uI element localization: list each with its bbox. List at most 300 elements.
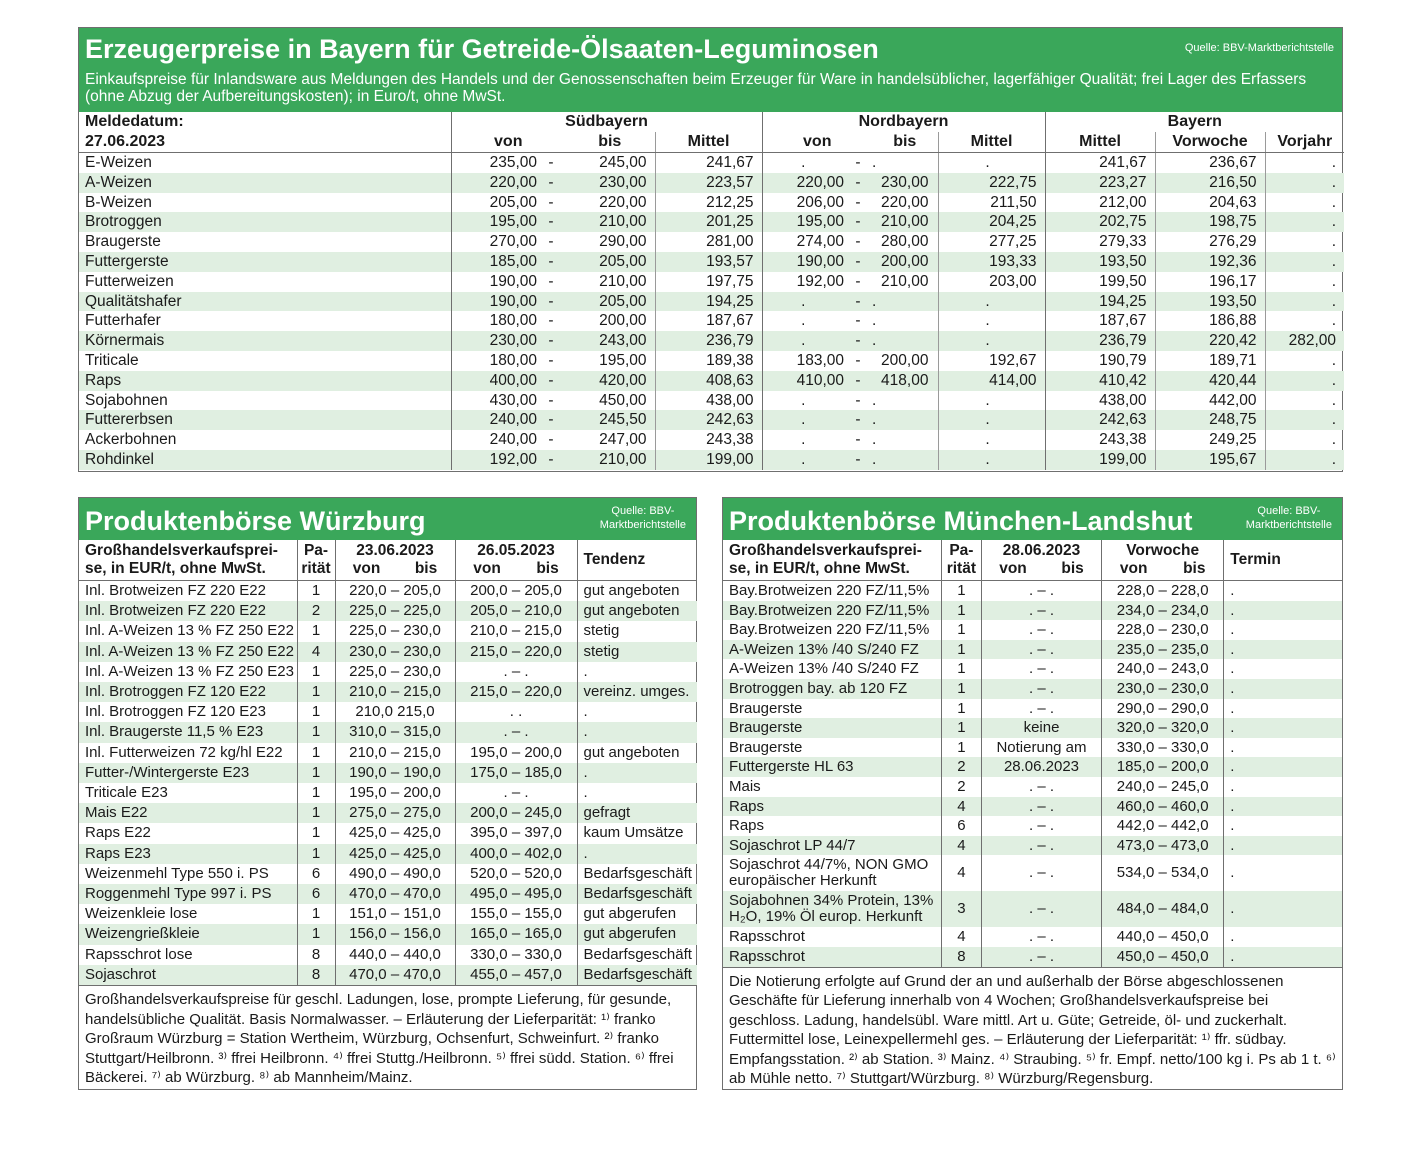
col-product-line-1: Großhandelsverkaufsprei- [729,542,922,559]
nord-von: . [762,292,844,312]
bayern-vorwoche: 216,50 [1155,173,1265,193]
bayern-vorwoche: 198,75 [1155,212,1265,232]
nord-von: 190,00 [762,252,844,272]
price-range-vorwoche: 320,0 – 320,0 [1102,718,1224,738]
sued-von: 220,00 [451,173,537,193]
header-row [79,540,697,581]
sued-von: 235,00 [451,153,537,173]
source-note: Quelle: BBV-Marktberichtstelle [1184,42,1334,54]
nord-bis: 220,00 [881,193,929,211]
nord-von: 220,00 [762,173,844,193]
sued-mittel: 189,38 [655,351,762,371]
table-row [723,836,1342,856]
product-name: Braugerste [723,718,941,738]
sued-bis: 450,00 [599,391,647,409]
table-row [79,702,697,722]
col-paritaet [941,540,981,581]
table-row [723,757,1342,777]
table-row [723,947,1342,967]
sued-mittel: 281,00 [655,232,762,252]
product-name: Brotroggen bay. ab 120 FZ [723,679,941,699]
col-product-line-1: Großhandelsverkaufsprei- [85,542,278,559]
col-mittel: Mittel [1045,132,1155,153]
table-row [79,662,697,682]
price-range-vorwoche: 234,0 – 234,0 [1102,601,1224,621]
price-range-current: 470,0 – 470,0 [335,965,455,985]
range-dash: - [537,371,565,391]
price-range-previous: 495,0 – 495,0 [455,884,577,904]
nord-von: . [762,311,844,331]
range-dash: - [844,252,872,272]
von-bis [456,560,577,578]
sued-bis: 210,00 [565,450,655,470]
paritaet: 1 [941,601,981,621]
table-row [79,682,697,702]
nord-mittel: 193,33 [938,252,1045,272]
product-name: Inl. Brotweizen FZ 220 E22 [79,601,297,621]
price-range-previous: 330,0 – 330,0 [455,945,577,965]
price-range-current: . – . [981,640,1101,660]
sued-von: 230,00 [451,331,537,351]
paritaet: 1 [297,763,335,783]
col-product-line-2: se, in EUR/t, ohne MwSt. [85,560,266,577]
price-range-current: . – . [981,601,1101,621]
bayern-vorwoche: 420,44 [1155,371,1265,391]
price-range-current: . – . [981,797,1101,817]
col-tendenz: Tendenz [577,540,697,581]
price-row [79,410,1344,430]
paritaet: 1 [297,621,335,641]
paritaet: 1 [297,803,335,823]
bayern-mittel: 223,27 [1045,173,1155,193]
bayern-mittel: 241,67 [1045,153,1155,173]
range-dash: - [855,193,861,211]
nord-bis: . [872,431,877,449]
tendenz: . [577,783,697,803]
product-name: Braugerste [729,738,803,756]
col-paritaet-line-1: Pa- [303,542,329,559]
lieferparitaet-note: Großhandelsverkaufspreise für geschl. Ladungen, lose, prompte Lieferung, für gesunde, handelsübliche Qualität. Basis Normalwasser. – Erläuterung der Lieferparität: ¹⁾ franko Großraum Würzburg = Station Wertheim, Würzburg, Ochsenfurt, Schweinfurt. ²⁾ franko Stuttgart/Heilbronn. ³⁾ ffrei Heilbronn. ⁴⁾ ffrei Stuttg./Heilbronn. ⁵⁾ ffrei südd. Station. ⁶⁾ ffrei Bäckerei. ⁷⁾ ab Würzburg. ⁸⁾ ab Mannheim/Mainz. [79,985,696,1092]
table-row [723,718,1342,738]
termin: . [1224,757,1342,777]
table-row [723,855,1342,891]
price-range-current: . – . [981,947,1101,967]
price-range-previous: 400,0 – 402,0 [455,844,577,864]
nord-mittel: . [938,311,1045,331]
col-termin: Termin [1224,540,1342,581]
bis-label: bis [1061,560,1084,577]
price-range-current: . – . [981,891,1101,927]
price-range-vorwoche: 240,0 – 243,0 [1102,659,1224,679]
nord-mittel: . [938,450,1045,470]
price-range-current: 210,0 215,0 [335,702,455,722]
panel-subtitle: Einkaufspreise für Inlandsware aus Meldungen des Handels und der Genossenschaften beim Erzeuger für Ware in handelsüblicher, lagerfähiger Qualität; frei Lager des Erfassers (ohne Abzug der Aufbereitungskosten); in Euro/t, ohne MwSt. [85,71,1307,105]
price-range-current: . – . [981,581,1101,601]
col-vorwoche [1102,540,1224,581]
bayern-mittel: 242,63 [1045,410,1155,430]
termin: . [1224,927,1342,947]
product-name: Weizenmehl Type 550 i. PS [85,864,269,882]
tendenz: stetig [577,642,697,662]
tendenz: . [577,763,697,783]
bayern-vorwoche: 192,36 [1155,252,1265,272]
sued-mittel: 438,00 [655,391,762,411]
price-range-vorwoche: 228,0 – 228,0 [1102,581,1224,601]
range-dash: - [855,312,861,330]
range-dash: - [855,431,861,449]
nord-von: 183,00 [762,351,844,371]
paritaet: 1 [941,581,981,601]
bayern-vorjahr: . [1265,193,1344,213]
sued-bis: 420,00 [565,371,655,391]
nord-von: . [762,391,844,411]
product-name: Mais [729,777,761,795]
sued-von: 205,00 [451,193,537,213]
price-range-previous: 175,0 – 185,0 [455,763,577,783]
product-name: A-Weizen [79,173,451,193]
erzeugerpreise-panel [78,27,1343,472]
bayern-vorwoche: 195,67 [1155,450,1265,470]
product-name: Bay.Brotweizen 220 FZ/11,5% [729,621,930,639]
col-product [723,540,941,581]
price-row [79,371,1344,391]
nord-mittel: . [938,153,1045,173]
price-range-current: 275,0 – 275,0 [335,803,455,823]
table-row [79,722,697,742]
product-name: Raps [79,371,451,391]
nord-von: 206,00 [762,193,844,213]
price-range-current: 470,0 – 470,0 [335,884,455,904]
tendenz: Bedarfsgeschäft [577,965,697,985]
price-range-current: 225,0 – 225,0 [335,601,455,621]
price-range-current: keine [981,718,1101,738]
bayern-vorjahr: . [1265,410,1344,430]
nord-mittel: . [938,292,1045,312]
price-range-current: 156,0 – 156,0 [335,924,455,944]
product-name: Inl. Futterweizen 72 kg/hl E22 [85,743,283,761]
col-date-1 [981,540,1101,581]
product-name: Ackerbohnen [85,431,177,449]
bis-label: bis [414,560,438,577]
table-row [79,803,697,823]
paritaet: 1 [297,682,335,702]
nord-bis: 230,00 [872,173,938,193]
product-name: Inl. Braugerste 11,5 % E23 [79,722,297,742]
paritaet: 8 [297,965,335,985]
sued-von: 190,00 [451,272,537,292]
meldedatum-label: Meldedatum: [85,113,184,131]
price-range-current: 210,0 – 215,0 [335,743,455,763]
nord-bis: . [872,312,877,330]
range-dash: - [537,173,565,193]
paritaet: 1 [297,722,335,742]
product-name: Sojaschrot LP 44/7 [723,836,941,856]
price-range-previous: 520,0 – 520,0 [455,864,577,884]
sued-mittel: 193,57 [655,252,762,272]
paritaet: 2 [297,601,335,621]
sued-mittel: 199,00 [655,450,762,470]
product-name: B-Weizen [85,193,152,211]
termin: . [1224,891,1342,927]
product-name: Triticale E23 [85,784,168,802]
panel-title: Produktenbörse München-Landshut [729,506,1193,536]
nord-mittel: 222,75 [938,173,1045,193]
nord-mittel: 414,00 [938,371,1045,391]
product-name: Inl. Brotweizen FZ 220 E22 [85,582,266,599]
price-range-previous: 155,0 – 155,0 [455,904,577,924]
table-row [79,783,697,803]
product-name: Futterhafer [85,312,161,330]
termin: . [1224,679,1342,699]
product-name: Raps E22 [85,824,151,842]
price-range-current: 425,0 – 425,0 [335,823,455,843]
range-dash: - [844,331,872,351]
muenchen-table [723,540,1342,967]
termin: . [1224,640,1342,660]
price-range-vorwoche: 290,0 – 290,0 [1102,699,1224,719]
range-dash: - [548,312,554,330]
bayern-vorjahr: . [1265,272,1344,292]
sued-bis: 245,00 [599,154,647,171]
sued-bis: 210,00 [565,212,655,232]
nord-von: 410,00 [762,371,844,391]
range-dash: - [548,431,554,449]
tendenz: . [577,702,697,722]
price-range-current: 440,0 – 440,0 [335,945,455,965]
price-range-previous: 195,0 – 200,0 [455,743,577,763]
price-range-previous: 210,0 – 215,0 [455,621,577,641]
range-dash: - [844,450,872,470]
table-row [723,581,1342,601]
source-line-2: Marktberichtstelle [1245,519,1332,531]
header-row-1 [79,112,1344,132]
bayern-mittel: 438,00 [1045,391,1155,411]
table-row [723,891,1342,927]
date-2: 26.05.2023 [477,542,555,559]
nord-mittel: . [938,331,1045,351]
table-row [723,927,1342,947]
bayern-vorwoche: 189,71 [1155,351,1265,371]
col-paritaet [297,540,335,581]
product-name: Weizenkleie lose [85,905,198,923]
bayern-vorjahr: . [1265,430,1344,450]
price-range-current: . – . [981,927,1101,947]
date-1: 28.06.2023 [1002,542,1081,559]
price-range-previous: 165,0 – 165,0 [455,924,577,944]
paritaet: 8 [941,947,981,967]
bayern-mittel: 243,38 [1045,430,1155,450]
range-dash: - [537,450,565,470]
tendenz: Bedarfsgeschäft [577,945,697,965]
sued-von: 195,00 [451,212,537,232]
paritaet: 6 [297,884,335,904]
sued-mittel: 212,25 [655,193,762,213]
nord-bis: . [872,331,938,351]
product-name: Brotroggen [79,212,451,232]
price-range-vorwoche: 473,0 – 473,0 [1102,836,1224,856]
price-range-vorwoche: 534,0 – 534,0 [1102,855,1224,891]
table-row [79,924,697,944]
price-range-current: 490,0 – 490,0 [335,864,455,884]
tendenz: . [577,844,697,864]
bayern-vorjahr: . [1265,450,1344,470]
price-range-current: . – . [981,855,1101,891]
sued-bis: 195,00 [599,351,647,369]
source-line-1: Quelle: BBV- [1257,505,1321,517]
bayern-vorjahr: . [1265,371,1344,391]
product-name: Inl. Brotroggen FZ 120 E23 [85,703,266,721]
sued-bis: 243,00 [565,331,655,351]
sued-bis: 290,00 [599,233,647,251]
price-range-current: 195,0 – 200,0 [335,783,455,803]
price-range-current: 225,0 – 230,0 [335,662,455,682]
source-line-1: Quelle: BBV- [611,505,675,517]
bayern-mittel: 212,00 [1045,193,1155,213]
paritaet: 4 [941,797,981,817]
bayern-mittel: 236,79 [1045,331,1155,351]
table-row [79,965,697,985]
bayern-mittel: 279,33 [1045,232,1155,252]
bayern-vorwoche: 442,00 [1155,391,1265,411]
price-range-vorwoche: 484,0 – 484,0 [1102,891,1224,927]
tendenz: vereinz. umges. [577,682,697,702]
nord-von: 195,00 [762,212,844,232]
paritaet: 1 [941,640,981,660]
price-range-previous: . – . [455,662,577,682]
price-range-vorwoche: 235,0 – 235,0 [1102,640,1224,660]
paritaet: 2 [941,777,981,797]
price-range-vorwoche: 450,0 – 450,0 [1102,947,1224,967]
nord-mittel: 277,25 [938,232,1045,252]
bayern-vorwoche: 248,75 [1155,410,1265,430]
bayern-vorjahr: . [1265,391,1344,411]
table-row [79,621,697,641]
bayern-vorwoche: 276,29 [1155,232,1265,252]
product-name: Sojaschrot [79,965,297,985]
termin: . [1224,718,1342,738]
sued-von: 240,00 [451,430,537,450]
price-range-current: . – . [981,777,1101,797]
termin: . [1224,947,1342,967]
price-range-current: 225,0 – 230,0 [335,621,455,641]
sued-mittel: 194,25 [655,292,762,312]
range-dash: - [537,292,565,312]
col-mittel: Mittel [655,132,762,153]
nord-von: . [762,410,844,430]
product-name: Inl. A-Weizen 13 % FZ 250 E22 [85,622,294,640]
table-row [723,816,1342,836]
bayern-vorjahr: . [1265,311,1344,331]
product-name: Sojabohnen [85,391,168,409]
range-dash: - [844,173,872,193]
product-name: Triticale [85,351,139,369]
vorwoche-label: Vorwoche [1126,542,1200,559]
tendenz: gut angeboten [577,743,697,763]
von-bis [982,560,1101,578]
meldedatum-value: 27.06.2023 [79,132,451,153]
bayern-mittel: 199,50 [1045,272,1155,292]
col-bis: bis [565,132,655,153]
nord-bis: 418,00 [872,371,938,391]
termin: . [1224,699,1342,719]
bayern-vorwoche: 186,88 [1155,311,1265,331]
table-row [723,699,1342,719]
nord-bis: . [872,391,877,409]
table-row [79,945,697,965]
bayern-mittel: 190,79 [1045,351,1155,371]
paritaet: 1 [941,718,981,738]
price-range-previous: . – . [455,722,577,742]
price-row [79,430,1344,450]
bayern-vorjahr: . [1265,351,1344,371]
paritaet: 1 [297,823,335,843]
nord-von: 192,00 [762,272,844,292]
paritaet: 1 [941,699,981,719]
table-row [723,620,1342,640]
product-name: Futtergerste [79,252,451,272]
price-range-current: . – . [981,659,1101,679]
price-range-current: 230,0 – 230,0 [335,642,455,662]
bayern-vorjahr: . [1265,173,1344,193]
paritaet: 1 [297,904,335,924]
panel-title: Erzeugerpreise in Bayern für Getreide-Ölsaaten-Leguminosen [85,34,879,64]
paritaet: 1 [297,662,335,682]
sued-von: 430,00 [451,391,537,411]
termin: . [1224,777,1342,797]
tendenz: kaum Umsätze [577,823,697,843]
von-label: von [999,560,1027,577]
tendenz: gut abgerufen [577,924,697,944]
paritaet: 1 [297,581,335,602]
product-name: Sojabohnen 34% Protein, 13% H₂O, 19% Öl europ. Herkunft [723,891,941,927]
table-row [723,777,1342,797]
table-row [79,601,697,621]
col-von: von [762,132,872,153]
nord-von: 274,00 [762,232,844,252]
product-name: A-Weizen 13% /40 S/240 FZ [723,640,941,660]
sued-bis: 200,00 [599,312,647,330]
col-date-2 [455,540,577,581]
price-range-current: . – . [981,679,1101,699]
price-range-current: . – . [981,699,1101,719]
bayern-vorwoche: 236,67 [1155,153,1265,173]
price-range-current: 151,0 – 151,0 [335,904,455,924]
bayern-vorjahr: . [1265,232,1344,252]
termin: . [1224,797,1342,817]
product-name: Rohdinkel [79,450,451,470]
price-row [79,153,1344,173]
bayern-vorwoche: 196,17 [1155,272,1265,292]
price-row [79,450,1344,470]
product-name: Qualitätshafer [79,292,451,312]
range-dash: - [548,154,554,171]
termin: . [1224,659,1342,679]
paritaet: 6 [297,864,335,884]
product-name: Braugerste [85,233,161,251]
price-row [79,331,1344,351]
range-dash: - [548,193,554,211]
col-date-1 [335,540,455,581]
product-name: Raps [729,817,765,835]
table-row [79,864,697,884]
range-dash: - [844,292,872,312]
bayern-vorwoche: 204,63 [1155,193,1265,213]
sued-von: 400,00 [451,371,537,391]
sued-bis: 205,00 [565,252,655,272]
wuerzburg-panel [78,497,697,1090]
sued-von: 185,00 [451,252,537,272]
paritaet: 4 [297,642,335,662]
